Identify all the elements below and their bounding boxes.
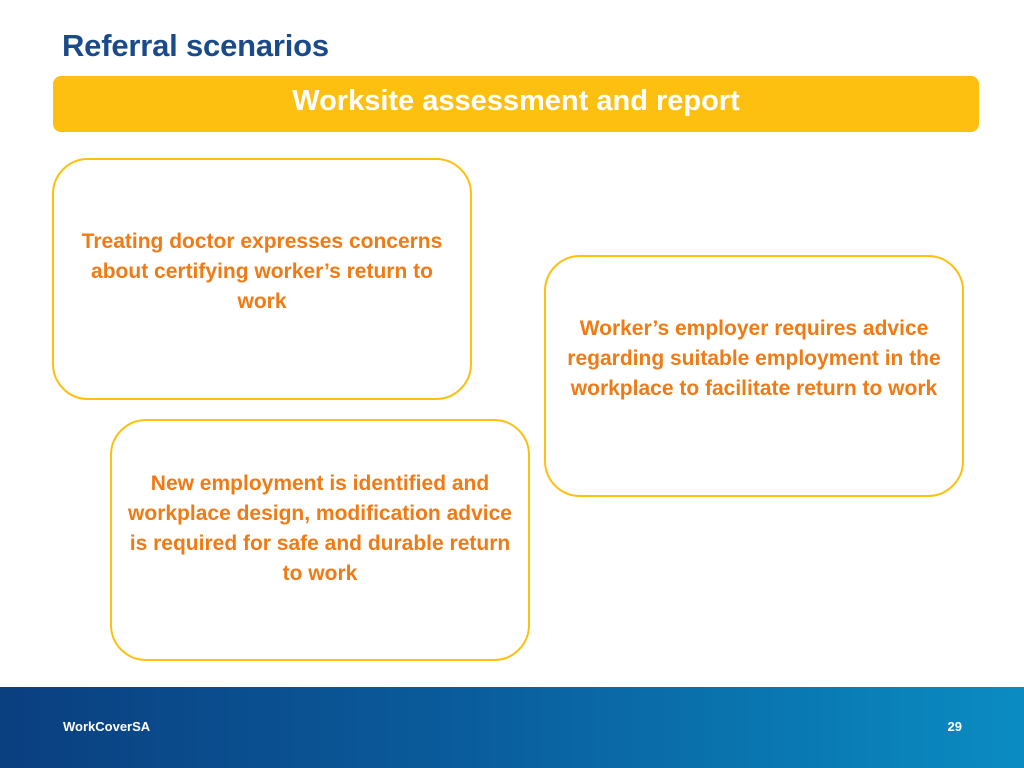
scenario-box-new-employment <box>110 419 530 661</box>
scenario-text: Treating doctor expresses concerns about certifying worker’s return to work <box>81 230 443 313</box>
scenario-box-employer-advice <box>544 255 964 497</box>
scenario-text: Worker’s employer requires advice regarding suitable employment in the workplace to facilitate return to work <box>567 317 941 400</box>
footer-bar <box>0 687 1024 768</box>
page-number: 29 <box>947 719 962 734</box>
slide-title: Referral scenarios <box>62 28 329 63</box>
footer-brand: WorkCoverSA <box>63 719 151 734</box>
scenario-box-treating-doctor <box>52 158 472 400</box>
scenario-text: New employment is identified and workplace design, modification advice is required for safe and durable return to work <box>128 472 512 585</box>
section-banner-text: Worksite assessment and report <box>292 84 740 117</box>
section-banner <box>53 76 979 132</box>
